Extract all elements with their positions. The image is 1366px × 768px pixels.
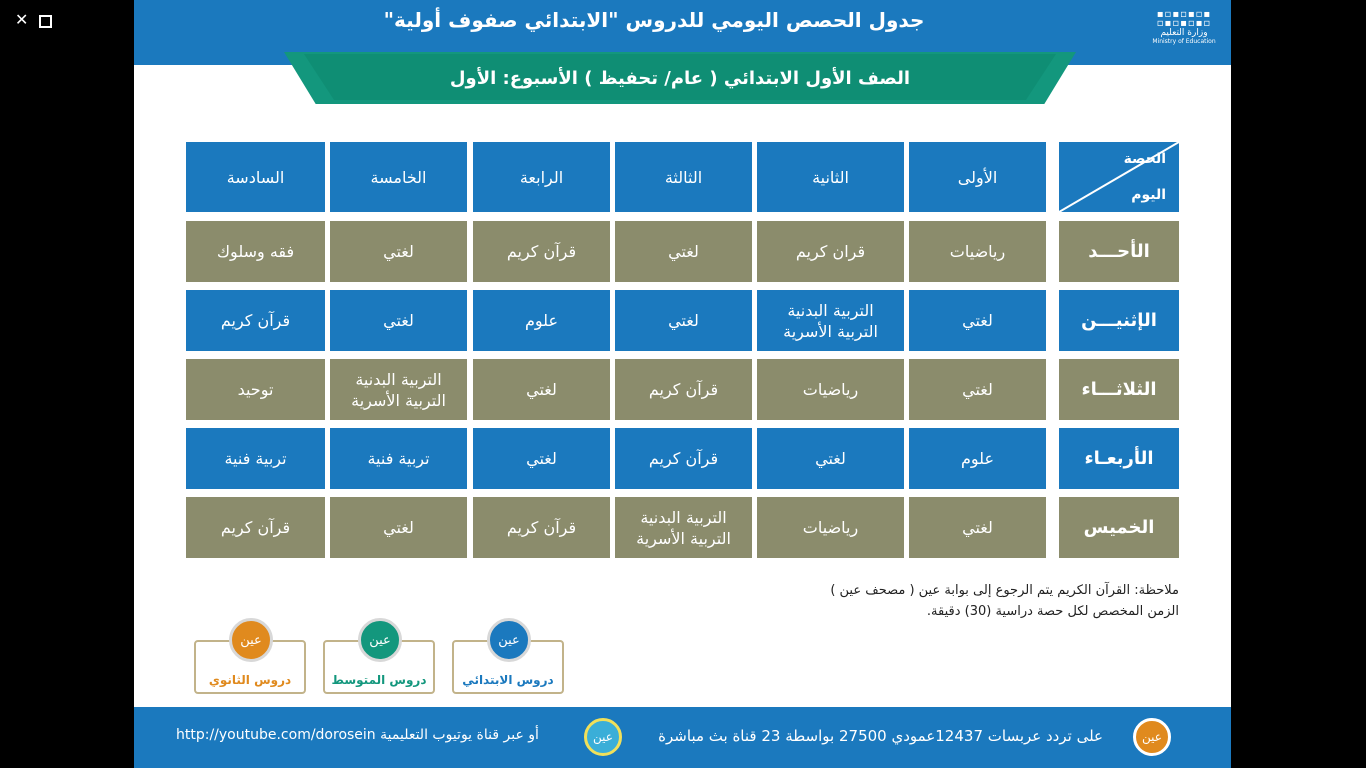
footer-band — [134, 707, 1231, 768]
logo-english-text: Ministry of Education — [1152, 38, 1216, 45]
period-header: الخامسة — [330, 142, 467, 212]
note-quran: ملاحظة: القرآن الكريم يتم الرجوع إلى بوابة عين ( مصحف عين ) — [830, 583, 1179, 598]
day-label: الأربعـاء — [1059, 428, 1179, 489]
subject-cell: التربية البدنية التربية الأسرية — [757, 290, 904, 351]
period-header: الثانية — [757, 142, 904, 212]
subject-cell: لغتي — [909, 359, 1046, 420]
subject-cell: لغتي — [473, 428, 610, 489]
broadcast-info: على تردد عربسات 12437عمودي 27500 بواسطة 23 قناة بث مباشرة — [658, 727, 1103, 745]
channel-card-intermediate[interactable] — [323, 632, 435, 694]
notes-block — [579, 580, 1179, 622]
youtube-info — [176, 727, 539, 743]
subject-cell: لغتي — [909, 497, 1046, 558]
ein-logo-icon: عين — [487, 618, 531, 662]
logo-arabic-text: وزارة التعليم — [1160, 28, 1208, 38]
subject-cell: لغتي — [330, 290, 467, 351]
restore-window-icon[interactable] — [39, 15, 52, 28]
day-label: الإثنيـــن — [1059, 290, 1179, 351]
day-label: الأحـــد — [1059, 221, 1179, 282]
subject-cell: لغتي — [330, 497, 467, 558]
corner-day-label: اليوم — [1131, 187, 1166, 203]
corner-period-label: الحصة — [1123, 151, 1166, 167]
subject-cell: لغتي — [473, 359, 610, 420]
subject-cell: رياضيات — [757, 497, 904, 558]
subject-cell: التربية البدنية التربية الأسرية — [330, 359, 467, 420]
period-header: الأولى — [909, 142, 1046, 212]
subject-cell: لغتي — [909, 290, 1046, 351]
subject-cell: التربية البدنية التربية الأسرية — [615, 497, 752, 558]
channel-label: دروس الثانوي — [208, 673, 292, 687]
channel-label: دروس الابتدائي — [462, 673, 554, 687]
period-header: السادسة — [186, 142, 325, 212]
subject-cell: رياضيات — [757, 359, 904, 420]
ein-channel-logo-icon: عين — [1133, 718, 1171, 756]
subject-cell: لغتي — [615, 290, 752, 351]
day-label: الخميس — [1059, 497, 1179, 558]
ein-logo-icon: عين — [229, 618, 273, 662]
subject-cell: قرآن كريم — [186, 497, 325, 558]
subject-cell: لغتي — [757, 428, 904, 489]
period-header: الرابعة — [473, 142, 610, 212]
table-corner-header — [1059, 142, 1179, 212]
subject-cell: قرآن كريم — [186, 290, 325, 351]
schedule-sheet — [134, 0, 1231, 768]
subject-cell: قرآن كريم — [615, 428, 752, 489]
ministry-logo — [1149, 10, 1219, 45]
note-duration: الزمن المخصص لكل حصة دراسية (30) دقيقة. — [926, 604, 1179, 619]
logo-dots-icon: ▪▫▪▫▪▫▪ ▫▪▫▪▫▪▫ — [1156, 9, 1212, 29]
subject-cell: قرآن كريم — [473, 221, 610, 282]
subject-cell: قرآن كريم — [615, 359, 752, 420]
subject-cell: لغتي — [615, 221, 752, 282]
page-subtitle: الصف الأول الابتدائي ( عام/ تحفيظ ) الأسبوع: الأول — [449, 68, 911, 89]
subject-cell: علوم — [473, 290, 610, 351]
subject-cell: توحيد — [186, 359, 325, 420]
subject-cell: قرآن كريم — [473, 497, 610, 558]
channel-card-primary[interactable] — [452, 632, 564, 694]
close-icon[interactable]: ✕ — [15, 10, 29, 29]
period-header: الثالثة — [615, 142, 752, 212]
youtube-link[interactable]: http://youtube.com/dorosein — [176, 727, 376, 743]
subject-cell: فقه وسلوك — [186, 221, 325, 282]
subject-cell: تربية فنية — [330, 428, 467, 489]
day-label: الثلاثـــاء — [1059, 359, 1179, 420]
channel-label: دروس المتوسط — [331, 673, 427, 687]
channel-card-secondary[interactable] — [194, 632, 306, 694]
subject-cell: لغتي — [330, 221, 467, 282]
subject-cell: قران كريم — [757, 221, 904, 282]
page-title: جدول الحصص اليومي للدروس "الابتدائي صفوف أولية" — [383, 8, 925, 32]
ein-youtube-logo-icon: عين — [584, 718, 622, 756]
ein-logo-icon: عين — [358, 618, 402, 662]
subject-cell: تربية فنية — [186, 428, 325, 489]
youtube-text: أو عبر قناة يوتيوب التعليمية — [380, 727, 539, 743]
subject-cell: رياضيات — [909, 221, 1046, 282]
subject-cell: علوم — [909, 428, 1046, 489]
